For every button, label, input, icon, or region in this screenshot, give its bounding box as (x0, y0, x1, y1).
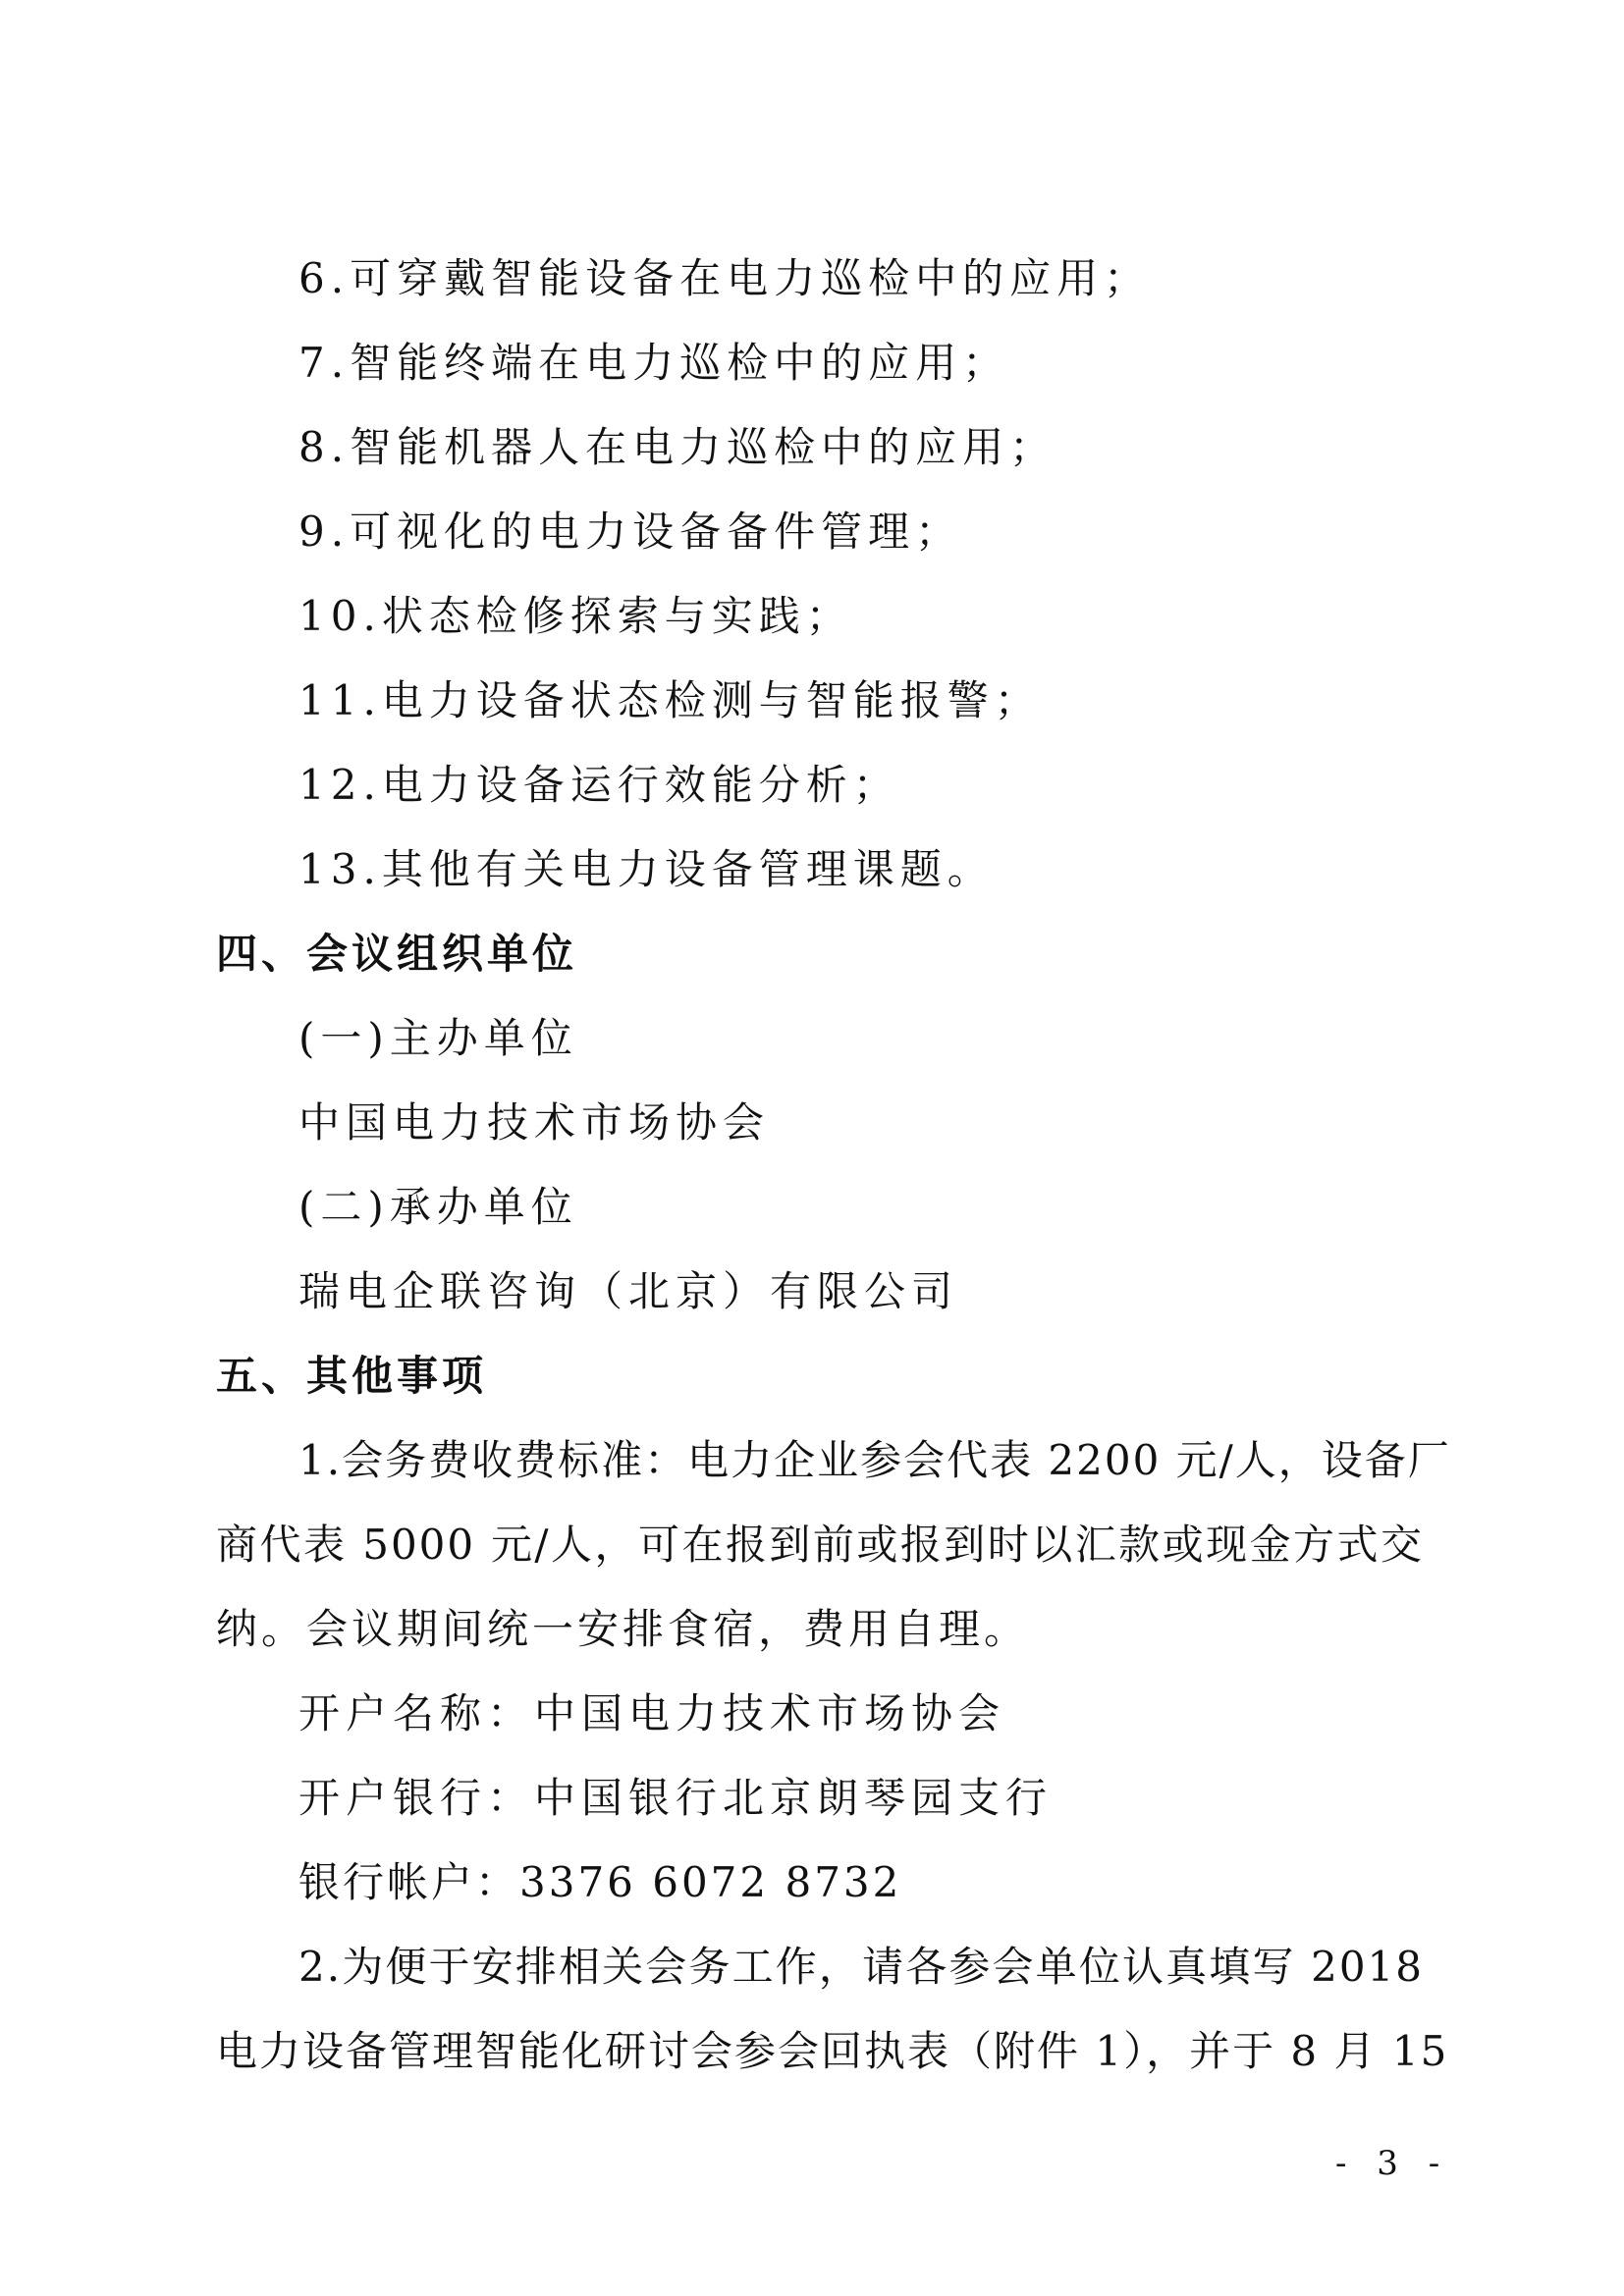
section-4-heading: 四、会议组织单位 (216, 930, 578, 978)
topic-6: 6.可穿戴智能设备在电力巡检中的应用； (298, 254, 1152, 302)
topic-12: 12.电力设备运行效能分析； (298, 761, 900, 809)
account-name: 开户名称：中国电力技术市场协会 (298, 1689, 1006, 1737)
registration-paragraph-line-1: 2.为便于安排相关会务工作，请各参会单位认真填写 2018 (298, 1943, 1424, 1991)
fee-paragraph-line-3: 纳。会议期间统一安排食宿，费用自理。 (216, 1605, 1030, 1653)
section-5-heading: 五、其他事项 (216, 1352, 488, 1400)
bank-name: 开户银行：中国银行北京朗琴园支行 (298, 1774, 1054, 1822)
topic-10: 10.状态检修探索与实践； (298, 592, 853, 640)
fee-paragraph-line-1: 1.会务费收费标准：电力企业参会代表 2200 元/人，设备厂 (298, 1436, 1451, 1484)
topic-8: 8.智能机器人在电力巡检中的应用； (298, 423, 1057, 471)
host-label: (一)主办单位 (298, 1014, 578, 1062)
organizer-organization: 瑞电企联咨询（北京）有限公司 (298, 1267, 959, 1315)
topic-13: 13.其他有关电力设备管理课题。 (298, 845, 995, 893)
fee-paragraph-line-2: 商代表 5000 元/人，可在报到前或报到时以汇款或现金方式交 (216, 1521, 1424, 1569)
page-number: - 3 - (1335, 2144, 1450, 2183)
topic-11: 11.电力设备状态检测与智能报警； (298, 676, 1042, 724)
registration-paragraph-line-2: 电力设备管理智能化研讨会参会回执表（附件 1），并于 8 月 15 (216, 2027, 1449, 2075)
account-number: 银行帐户：3376 6072 8732 (298, 1858, 902, 1906)
host-organization: 中国电力技术市场协会 (298, 1098, 771, 1147)
topic-9: 9.可视化的电力设备备件管理； (298, 507, 963, 556)
organizer-label: (二)承办单位 (298, 1183, 578, 1231)
topic-7: 7.智能终端在电力巡检中的应用； (298, 339, 1010, 387)
